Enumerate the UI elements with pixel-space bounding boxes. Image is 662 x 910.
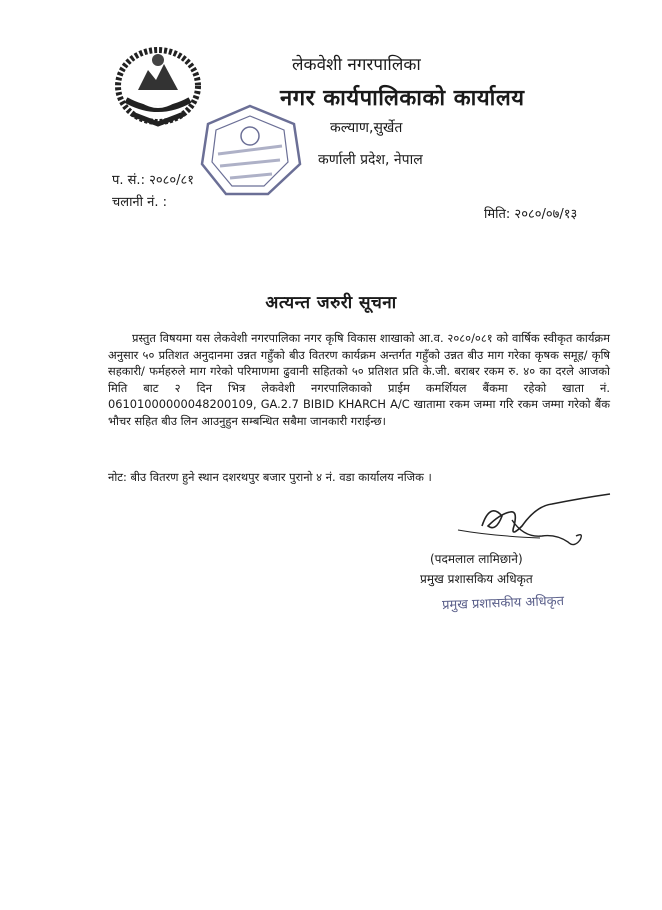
- municipality-name: लेकवेशी नगरपालिका: [292, 55, 421, 75]
- notice-title: अत्यन्त जरुरी सूचना: [265, 293, 397, 313]
- office-name: नगर कार्यपालिकाको कार्यालय: [280, 86, 525, 111]
- signatory-designation: प्रमुख प्रशासकिय अधिकृत: [420, 572, 533, 586]
- signatory-name: (पदमलाल लामिछाने): [430, 552, 523, 566]
- address-line-1: कल्याण,सुर्खेत: [330, 120, 403, 136]
- office-seal-stamp: [196, 102, 304, 198]
- notice-body: [108, 330, 610, 430]
- signature: [452, 486, 612, 558]
- notice-paragraph: प्रस्तुत विषयमा यस लेकवेशी नगरपालिका नगर कृषि विकास शाखाको आ.व. २०८०/०८१ को वार्षिक स्वीकृत कार्यक्रम अनुसार ५० प्रतिशत अनुदानमा उन्नत गहुँको बीउ वितरण कार्यक्रम अन्तर्गत गहुँको उन्नत बीउ माग गरेका कृषक समूह/ कृषि सहकारी/ फर्महरुले माग गरेको परिमाणमा ढुवानी सहितको ५० प्रतिशत प्रति के.जी. बराबर रकम रु. ४० का दरले आजको मिति बाट २ दिन भित्र लेकवेशी नगरपालिकाको प्राईम कमर्शियल बैंकमा रहेको खाता नं. 06101000000048200109, GA.2.7 BIBID KHARCH A/C खातामा रकम जम्मा गरि रकम जम्मा गरेको बैंक भौचर सहित बीउ लिन आउनुहुन सम्बन्धित सबैमा जानकारी गराईन्छ।: [108, 331, 610, 428]
- nepal-emblem-icon: [112, 40, 204, 128]
- address-line-2: कर्णाली प्रदेश, नेपाल: [318, 152, 423, 168]
- reference-number: प. सं.: २०८०/८१: [112, 173, 195, 188]
- dispatch-number: चलानी नं. :: [112, 195, 168, 210]
- notice-note: नोट: बीउ वितरण हुने स्थान दशरथपुर बजार पुरानो ४ नं. वडा कार्यालय नजिक ।: [108, 470, 432, 484]
- letter-date: मिति: २०८०/०७/१३: [484, 207, 578, 222]
- designation-stamp: प्रमुख प्रशासकीय अधिकृत: [441, 593, 565, 614]
